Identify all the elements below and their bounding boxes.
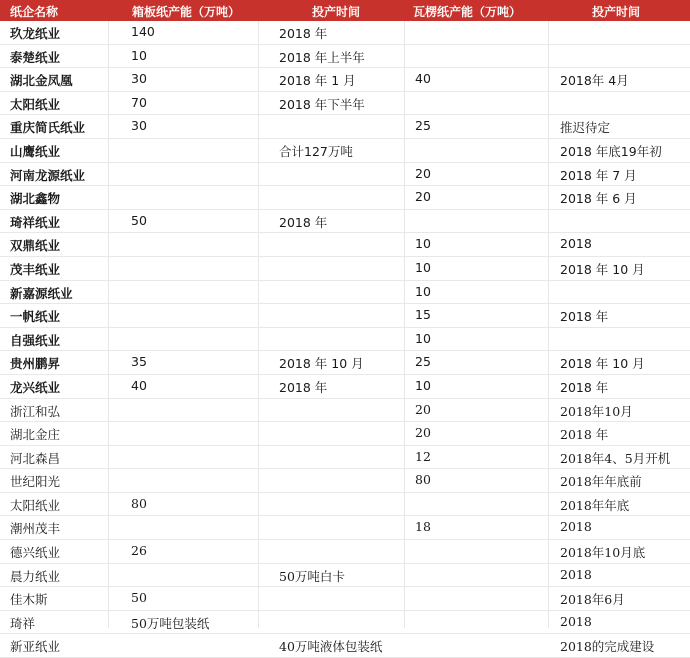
board-capacity-cell: 140: [131, 24, 155, 39]
table-row: [0, 375, 690, 399]
company-cell: 德兴纸业: [10, 545, 61, 561]
board-capacity-cell: 50: [131, 590, 147, 606]
corrugated-date-cell: 2018 年 10 月: [560, 356, 645, 372]
company-cell: 玖龙纸业: [10, 26, 61, 41]
corrugated-capacity-cell: 10: [415, 330, 431, 346]
corrugated-date-cell: 推迟待定: [560, 120, 611, 136]
table-row: [0, 210, 690, 234]
table-row: [0, 399, 690, 423]
table-row: [0, 115, 690, 139]
company-cell: 山鹰纸业: [10, 143, 61, 159]
board-date-cell: 2018 年: [279, 214, 328, 230]
company-cell: 龙兴纸业: [10, 379, 61, 395]
corrugated-date-cell: 2018 年 6 月: [560, 191, 637, 207]
table-row: [0, 21, 690, 45]
company-cell: 晨力纸业: [10, 568, 61, 584]
table-row: [0, 493, 690, 517]
board-date-cell: 2018 年 10 月: [279, 356, 364, 372]
table-row: [0, 611, 690, 635]
corrugated-date-cell: 2018年 4月: [560, 73, 629, 89]
table-row: [0, 304, 690, 328]
company-cell: 自强纸业: [10, 332, 61, 348]
company-cell: 琦祥: [10, 615, 36, 631]
table-row: [0, 68, 690, 92]
board-capacity-cell: 35: [131, 354, 147, 370]
table-row: [0, 186, 690, 210]
table-row: [0, 446, 690, 470]
corrugated-capacity-cell: 12: [415, 448, 431, 464]
table-row: [0, 564, 690, 588]
table-row: [0, 163, 690, 187]
header-corrugated-capacity: 瓦楞纸产能（万吨）: [413, 5, 522, 19]
corrugated-capacity-cell: 10: [415, 377, 431, 393]
company-cell: 新亚纸业: [10, 639, 61, 655]
corrugated-date-cell: 2018 年 10 月: [560, 261, 645, 277]
company-cell: 湖北金凤凰: [10, 73, 73, 89]
corrugated-date-cell: 2018年6月: [560, 592, 625, 608]
corrugated-capacity-cell: 10: [415, 283, 431, 299]
company-cell: 一帆纸业: [10, 309, 61, 325]
corrugated-capacity-cell: 80: [415, 472, 431, 488]
table-body: [0, 21, 690, 658]
corrugated-date-cell: 2018年年底: [560, 497, 630, 513]
board-capacity-cell: 50: [131, 212, 147, 228]
company-cell: 双鼎纸业: [10, 238, 61, 254]
table-row: [0, 233, 690, 257]
corrugated-date-cell: 2018: [560, 236, 592, 252]
company-cell: 琦祥纸业: [10, 214, 61, 230]
corrugated-date-cell: 2018 年: [560, 379, 609, 395]
company-cell: 世纪阳光: [10, 474, 61, 490]
company-cell: 太阳纸业: [10, 497, 61, 513]
table-row: [0, 516, 690, 540]
corrugated-date-cell: 2018的完成建设: [560, 639, 655, 655]
corrugated-capacity-cell: 18: [415, 519, 431, 535]
corrugated-date-cell: 2018年年底前: [560, 474, 642, 490]
corrugated-date-cell: 2018 年: [560, 427, 609, 443]
corrugated-date-cell: 2018年10月底: [560, 545, 646, 561]
board-date-cell: 40万吨液体包装纸: [279, 639, 383, 655]
header-board-date: 投产时间: [312, 5, 361, 19]
company-cell: 湖北金庄: [10, 427, 61, 443]
table-row: [0, 45, 690, 69]
corrugated-capacity-cell: 15: [415, 307, 431, 323]
company-cell: 河北森昌: [10, 450, 61, 466]
corrugated-capacity-cell: 25: [415, 118, 431, 134]
board-date-cell: 2018 年: [279, 26, 328, 41]
company-cell: 湖北鑫物: [10, 191, 61, 207]
corrugated-date-cell: 2018: [560, 519, 592, 535]
corrugated-capacity-cell: 40: [415, 71, 431, 87]
table-row: [0, 587, 690, 611]
board-capacity-cell: 30: [131, 71, 147, 87]
table-row: [0, 328, 690, 352]
company-cell: 茂丰纸业: [10, 261, 61, 277]
board-capacity-cell: 50万吨包装纸: [131, 615, 210, 631]
board-date-cell: 2018 年: [279, 379, 328, 395]
corrugated-date-cell: 2018: [560, 566, 592, 582]
corrugated-capacity-cell: 20: [415, 401, 431, 417]
header-board-capacity: 箱板纸产能（万吨）: [132, 5, 241, 19]
corrugated-date-cell: 2018: [560, 613, 592, 629]
company-cell: 重庆简氏纸业: [10, 120, 86, 136]
board-capacity-cell: 10: [131, 47, 147, 63]
board-capacity-cell: 30: [131, 118, 147, 134]
company-cell: 潮州茂丰: [10, 521, 61, 537]
table-row: [0, 634, 690, 658]
table-row: [0, 257, 690, 281]
corrugated-capacity-cell: 10: [415, 259, 431, 275]
corrugated-capacity-cell: 20: [415, 165, 431, 181]
board-capacity-cell: 70: [131, 94, 147, 110]
company-cell: 佳木斯: [10, 592, 48, 608]
corrugated-date-cell: 2018 年 7 月: [560, 167, 637, 183]
board-capacity-cell: 80: [131, 495, 147, 511]
board-date-cell: 50万吨白卡: [279, 568, 345, 584]
company-cell: 贵州鹏昇: [10, 356, 61, 372]
board-capacity-cell: 40: [131, 377, 147, 393]
table-row: [0, 422, 690, 446]
corrugated-capacity-cell: 25: [415, 354, 431, 370]
header-corrugated-date: 投产时间: [592, 5, 641, 19]
table-row: [0, 139, 690, 163]
table-header: [0, 0, 690, 21]
header-company: 纸企名称: [10, 5, 59, 19]
table-row: [0, 92, 690, 116]
company-cell: 河南龙源纸业: [10, 167, 86, 183]
table-row: [0, 351, 690, 375]
corrugated-date-cell: 2018年10月: [560, 403, 633, 419]
company-cell: 太阳纸业: [10, 96, 61, 112]
board-date-cell: 合计127万吨: [279, 143, 353, 159]
corrugated-date-cell: 2018年4、5月开机: [560, 450, 671, 466]
board-date-cell: 2018 年 1 月: [279, 73, 356, 89]
corrugated-date-cell: 2018 年底19年初: [560, 143, 662, 159]
company-cell: 新嘉源纸业: [10, 285, 73, 301]
table-row: [0, 281, 690, 305]
corrugated-capacity-cell: 20: [415, 189, 431, 205]
corrugated-date-cell: 2018 年: [560, 309, 609, 325]
corrugated-capacity-cell: 10: [415, 236, 431, 252]
board-date-cell: 2018 年上半年: [279, 49, 365, 65]
board-date-cell: 2018 年下半年: [279, 96, 365, 112]
company-cell: 泰楚纸业: [10, 49, 61, 65]
table-row: [0, 469, 690, 493]
company-cell: 浙江和弘: [10, 403, 61, 419]
table-row: [0, 540, 690, 564]
board-capacity-cell: 26: [131, 543, 147, 559]
corrugated-capacity-cell: 20: [415, 425, 431, 441]
